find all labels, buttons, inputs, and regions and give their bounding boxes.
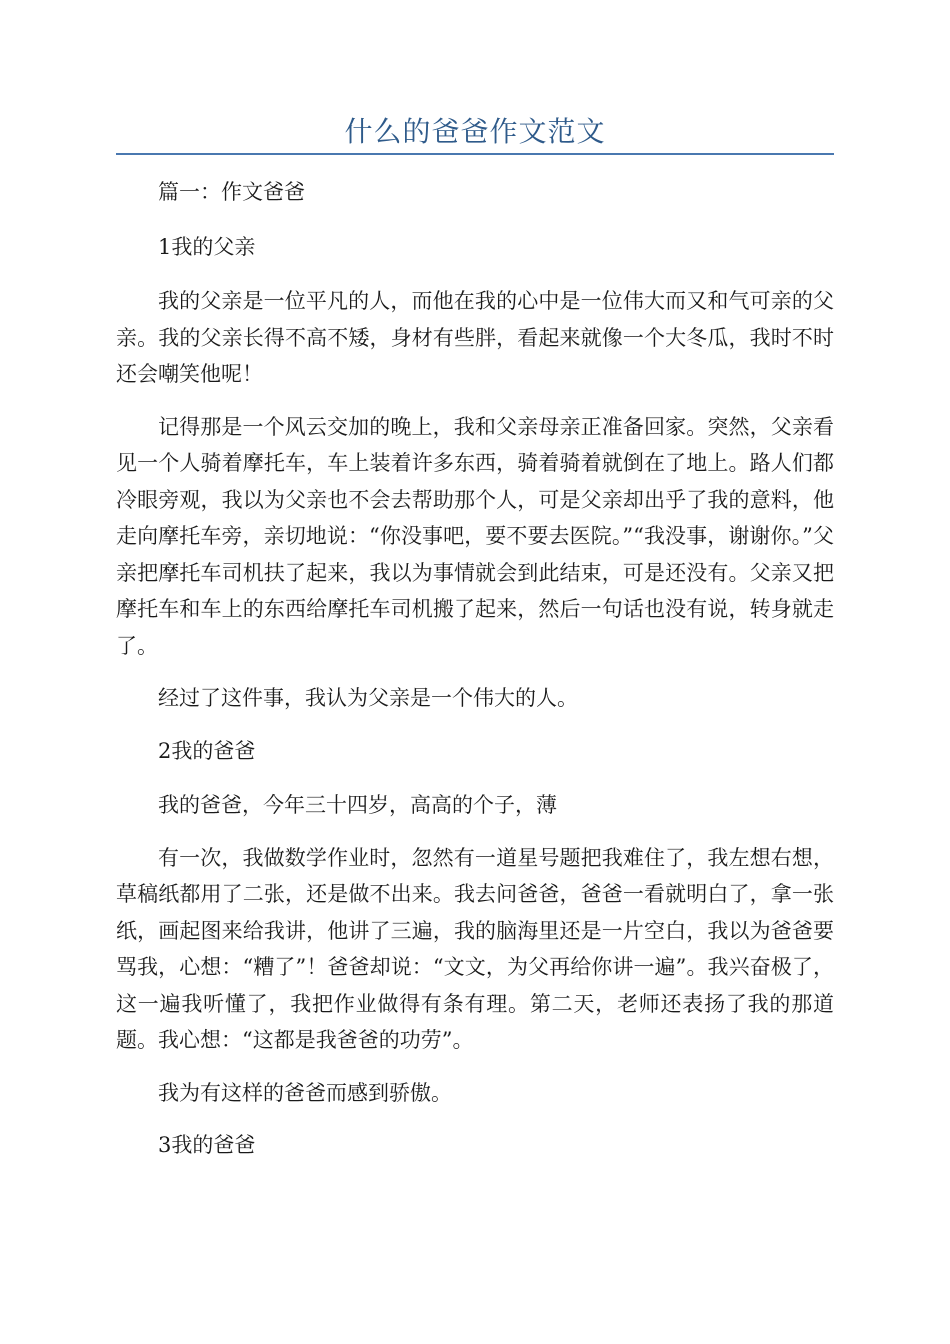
paragraph: 经过了这件事，我认为父亲是一个伟大的人。 xyxy=(158,686,578,710)
subheading: 1我的父亲 xyxy=(158,234,256,259)
section-heading: 篇一：作文爸爸 xyxy=(158,180,305,204)
subheading: 3我的爸爸 xyxy=(158,1133,256,1157)
paragraph: 我为有这样的爸爸而感到骄傲。 xyxy=(158,1080,452,1105)
document-body xyxy=(116,174,834,1182)
title-underline xyxy=(116,153,834,155)
paragraph: 有一次，我做数学作业时，忽然有一道星号题把我难住了，我左想右想，草稿纸都用了二张，还是做不出来。我去问爸爸，爸爸一看就明白了，拿一张纸，画起图来给我讲，他讲了三遍，我的脑海里还是一片空白，我以为爸爸要骂我，心想：“糟了”！爸爸却说：“文文，为父再给你讲一遍”。我兴奋极了，这一遍我听懂了，我把作业做得有条有理。第二天，老师还表扬了我的那道题。我心想：“这都是我爸爸的功劳”。 xyxy=(116,845,834,1052)
paragraph: 我的爸爸，今年三十四岁，高高的个子，薄 xyxy=(158,793,557,817)
subheading: 2我的爸爸 xyxy=(158,738,256,763)
document-title: 什么的爸爸作文范文 xyxy=(344,115,606,148)
paragraph: 我的父亲是一位平凡的人，而他在我的心中是一位伟大而又和气可亲的父亲。我的父亲长得不高不矮，身材有些胖，看起来就像一个大冬瓜，我时不时还会嘲笑他呢！ xyxy=(116,289,834,386)
paragraph: 记得那是一个风云交加的晚上，我和父亲母亲正准备回家。突然，父亲看见一个人骑着摩托车，车上装着许多东西，骑着骑着就倒在了地上。路人们都冷眼旁观，我以为父亲也不会去帮助那个人，可是父亲却出乎了我的意料，他走向摩托车旁，亲切地说：“你没事吧，要不要去医院。”“我没事，谢谢你。”父亲把摩托车司机扶了起来，我以为事情就会到此结束，可是还没有。父亲又把摩托车和车上的东西给摩托车司机搬了起来，然后一句话也没有说，转身就走了。 xyxy=(116,414,834,658)
